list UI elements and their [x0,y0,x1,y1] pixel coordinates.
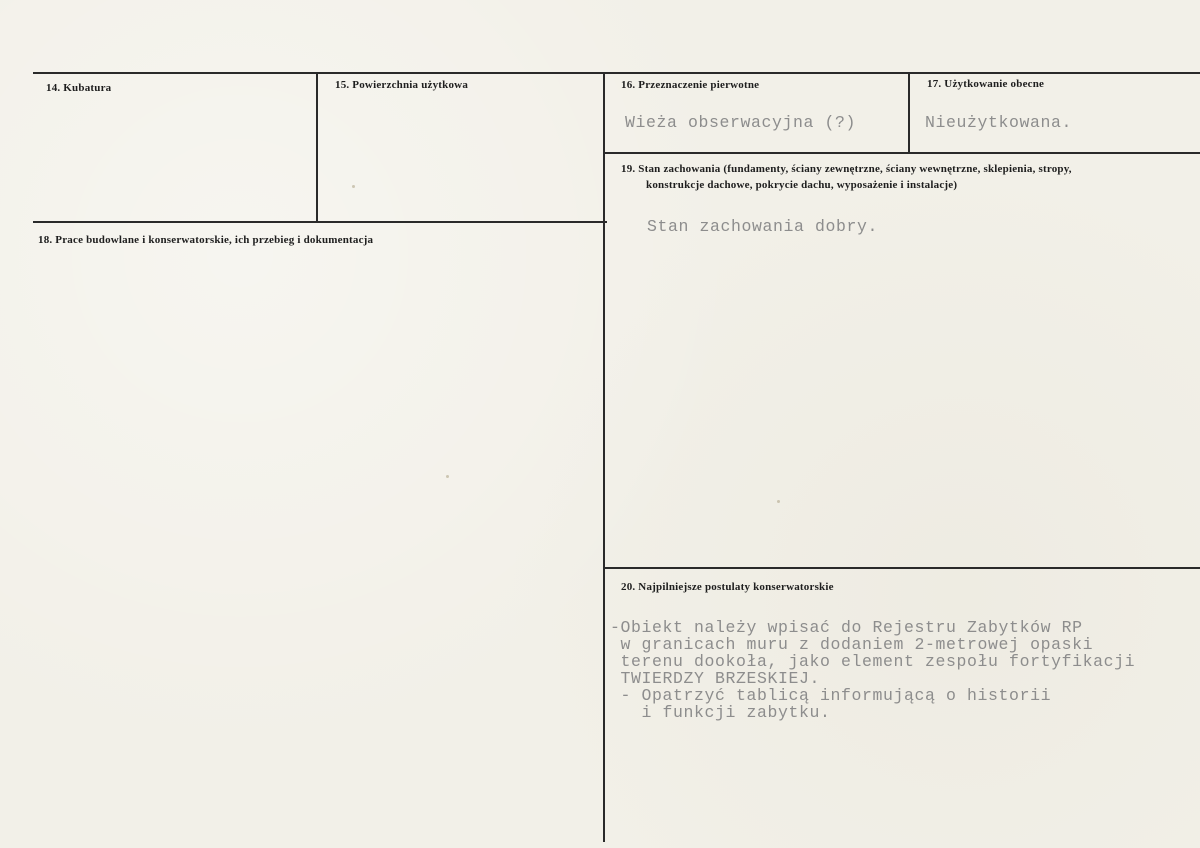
field-17-label: 17. Użytkowanie obecne [927,78,1045,90]
top-border-line [33,72,1200,74]
field-20-label: 20. Najpilniejsze postulaty konserwatorskie [621,581,834,593]
field-17-value: Nieużytkowana. [925,113,1073,132]
field-20-line-6: i funkcji zabytku. [610,703,831,722]
field-20-line-3: terenu dookoła, jako element zespołu fortyfikacji [610,652,1136,671]
paper-speck [446,475,449,478]
field-20-line-1: -Obiekt należy wpisać do Rejestru Zabytków RP [610,618,1083,637]
row-divider-line-right-upper [605,152,1200,154]
field-19-label-line-1: 19. Stan zachowania (fundamenty, ściany zewnętrzne, ściany wewnętrzne, sklepienia, stropy, [621,163,1072,175]
paper-speck [777,500,780,503]
field-20-line-2: w granicach muru z dodaniem 2-metrowej opaski [610,635,1094,654]
column-divider-line-1 [316,72,318,223]
column-divider-line-3 [908,72,910,154]
field-20-line-5: - Opatrzyć tablicą informującą o historii [610,686,1052,705]
field-20-line-4: TWIERDZY BRZESKIEJ. [610,669,821,688]
row-divider-line-left [33,221,607,223]
field-18-label: 18. Prace budowlane i konserwatorskie, ich przebieg i dokumentacja [38,234,374,246]
column-divider-line-main [603,72,605,842]
field-19-value: Stan zachowania dobry. [647,217,879,236]
field-16-label: 16. Przeznaczenie pierwotne [621,79,760,91]
field-14-label: 14. Kubatura [46,82,112,94]
field-16-value: Wieża obserwacyjna (?) [625,113,857,132]
row-divider-line-right-lower [605,567,1200,569]
field-15-label: 15. Powierzchnia użytkowa [335,79,469,91]
field-19-label-line-2: konstrukcje dachowe, pokrycie dachu, wyposażenie i instalacje) [646,179,958,191]
paper-speck [352,185,355,188]
